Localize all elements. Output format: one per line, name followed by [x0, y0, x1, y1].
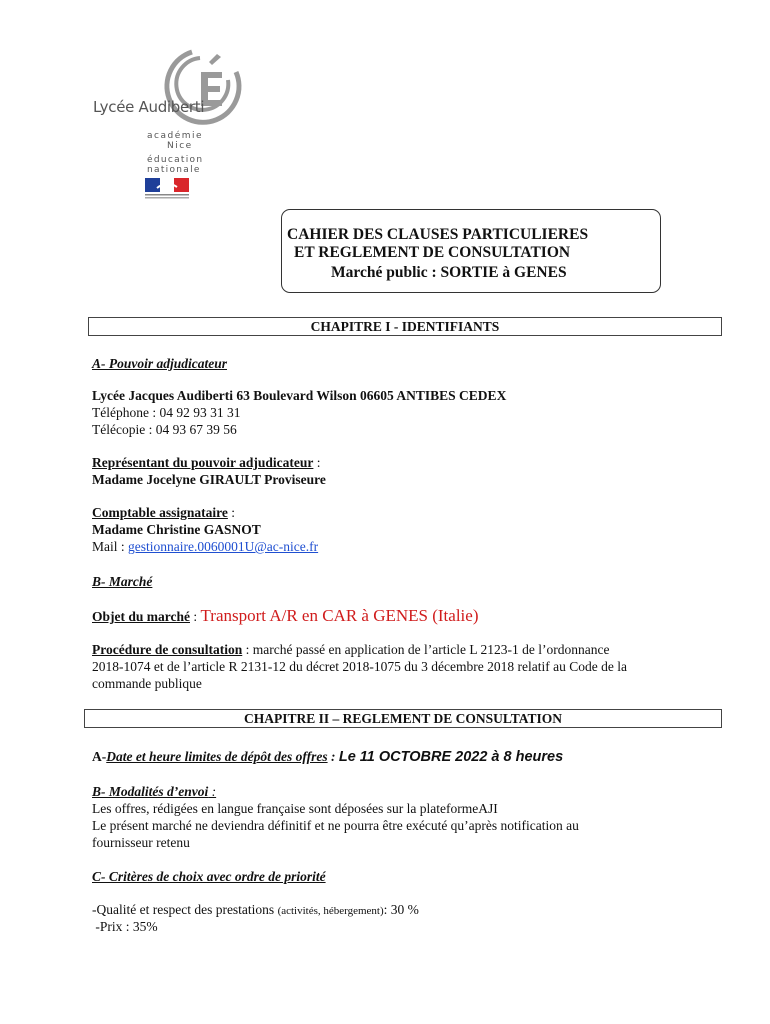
- date-value: Le 11 OCTOBRE 2022 à 8 heures: [338, 749, 564, 765]
- modalites-sep: :: [208, 784, 217, 799]
- title-line-1: CAHIER DES CLAUSES PARTICULIERES: [287, 226, 589, 243]
- chapter-2-heading: CHAPITRE II – REGLEMENT DE CONSULTATION: [84, 709, 722, 728]
- school-name: Lycée Audiberti: [93, 98, 205, 116]
- title-line-2: ET REGLEMENT DE CONSULTATION: [294, 244, 571, 261]
- representant-line: [92, 455, 321, 471]
- french-flag-icon: [145, 178, 189, 200]
- date-line: [92, 748, 563, 766]
- date-label: Date et heure limites de dépôt des offres: [106, 749, 328, 764]
- education-label: éducation: [147, 155, 204, 165]
- telecopie-line: Télécopie : 04 93 67 39 56: [92, 422, 237, 437]
- pouvoir-heading: A- Pouvoir adjudicateur: [92, 356, 228, 371]
- procedure-line-2: 2018-1074 et de l’article R 2131-12 du décret 2018-1075 du 3 décembre 2018 relatif au Code de la: [92, 659, 627, 674]
- representant-name: Madame Jocelyne GIRAULT Proviseure: [92, 472, 326, 487]
- mail-link[interactable]: gestionnaire.0060001U@ac-nice.fr: [128, 539, 319, 554]
- modalites-heading-line: [92, 784, 216, 800]
- objet-label: Objet du marché: [92, 609, 190, 624]
- critere-1-value: : 30 %: [383, 902, 419, 917]
- criteres-heading: C- Critères de choix avec ordre de priorité: [92, 869, 326, 884]
- academie-label: académie: [147, 131, 204, 141]
- marche-heading: B- Marché: [92, 574, 153, 589]
- objet-value: Transport A/R en CAR à GENES (Italie): [200, 606, 479, 625]
- modalites-heading: B- Modalités d’envoi: [92, 784, 209, 799]
- representant-label: Représentant du pouvoir adjudicateur: [92, 455, 314, 470]
- comptable-name: Madame Christine GASNOT: [92, 522, 261, 537]
- procedure-line-1: [92, 642, 609, 658]
- critere-1-detail: (activités, hébergement): [277, 905, 384, 917]
- procedure-text-1: : marché passé en application de l’article L 2123-1 de l’ordonnance: [242, 642, 610, 657]
- mail-line: [92, 539, 318, 555]
- date-prefix: A-: [92, 749, 107, 764]
- procedure-line-3: commande publique: [92, 676, 202, 691]
- date-sep: :: [327, 749, 339, 764]
- comptable-sep: :: [227, 505, 236, 520]
- critere-2: -Prix : 35%: [92, 919, 158, 934]
- academie-name: Nice: [167, 141, 193, 151]
- objet-line: [92, 606, 478, 627]
- modalites-line-3: fournisseur retenu: [92, 835, 190, 850]
- critere-1: [92, 902, 419, 919]
- comptable-label: Comptable assignataire: [92, 505, 228, 520]
- address-line: Lycée Jacques Audiberti 63 Boulevard Wilson 06605 ANTIBES CEDEX: [92, 388, 507, 403]
- representant-sep: :: [313, 455, 321, 470]
- mail-label: Mail :: [92, 539, 128, 554]
- modalites-line-1: Les offres, rédigées en langue française sont déposées sur la plateformeAJI: [92, 801, 498, 816]
- modalites-line-2: Le présent marché ne deviendra définitif et ne pourra être exécuté qu’après notification au: [92, 818, 579, 833]
- critere-1-text: -Qualité et respect des prestations: [92, 902, 278, 917]
- objet-sep: :: [190, 609, 201, 624]
- comptable-line: [92, 505, 235, 521]
- title-line-3: Marché public : SORTIE à GENES: [331, 264, 567, 281]
- nationale-label: nationale: [147, 165, 201, 175]
- procedure-label: Procédure de consultation: [92, 642, 243, 657]
- chapter-1-heading: CHAPITRE I - IDENTIFIANTS: [88, 317, 722, 336]
- telephone-line: Téléphone : 04 92 93 31 31: [92, 405, 241, 420]
